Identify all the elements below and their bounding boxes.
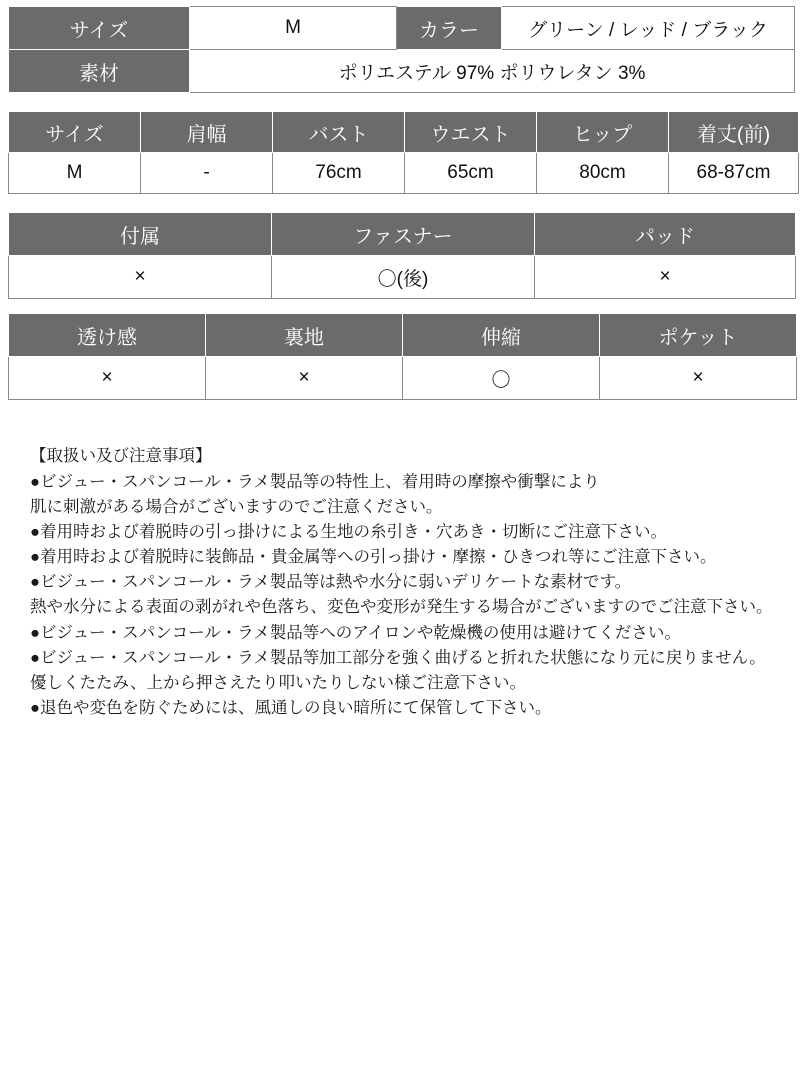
spec-color-value: グリーン / レッド / ブラック [502,7,795,50]
detail-header-sheerness: 透け感 [9,314,206,357]
spec-material-label: 素材 [9,50,190,93]
table-header-row [9,112,799,153]
table-row [9,7,795,50]
care-notes [8,444,792,721]
size-header-length: 着丈(前) [669,112,799,153]
spec-size-value: M [190,7,397,50]
detail-value-zipper: 〇(後) [272,256,535,299]
spec-color-label: カラー [397,7,502,50]
spec-table-body [9,7,795,93]
care-note-line: 肌に刺激がある場合がございますのでご注意ください。 [30,498,443,517]
table-header-row [9,213,796,256]
table-row [9,50,795,93]
table-row [9,256,796,299]
size-table-body [9,112,799,194]
care-note-line: ●ビジュー・スパンコール・ラメ製品等は熱や水分に弱いデリケートな素材です。 [30,573,632,592]
detail-header-stretch: 伸縮 [403,314,600,357]
care-note-line: 熱や水分による表面の剥がれや色落ち、変色や変形が発生する場合がございますのでご注意下さい。 [30,598,773,617]
detail-header-pad: パッド [535,213,796,256]
size-header-waist: ウエスト [405,112,537,153]
detail-header-pocket: ポケット [600,314,797,357]
care-note-line: ●着用時および着脱時の引っ掛けによる生地の糸引き・穴あき・切断にご注意下さい。 [30,523,667,542]
spec-material-value: ポリエステル 97% ポリウレタン 3% [190,50,795,93]
size-header-bust: バスト [273,112,405,153]
detail-header-attachment: 付属 [9,213,272,256]
care-note-line: ●着用時および着脱時に装飾品・貴金属等への引っ掛け・摩擦・ひきつれ等にご注意下さい。 [30,548,717,567]
care-notes-title: 【取扱い及び注意事項】 [30,447,212,465]
size-value-size: M [9,153,141,194]
spec-size-label: サイズ [9,7,190,50]
size-header-shoulder: 肩幅 [141,112,273,153]
table-header-row [9,314,797,357]
detail-table-2-body [9,314,797,400]
detail-table-properties [8,313,797,400]
spacer [8,299,792,313]
detail-header-zipper: ファスナー [272,213,535,256]
detail-value-attachment: × [9,256,272,299]
detail-header-lining: 裏地 [206,314,403,357]
size-value-shoulder: - [141,153,273,194]
detail-table-1-body [9,213,796,299]
size-table [8,111,799,194]
spec-table [8,6,795,93]
detail-value-lining: × [206,357,403,400]
care-note-line: ●退色や変色を防ぐためには、風通しの良い暗所にて保管して下さい。 [30,698,552,717]
detail-value-stretch: 〇 [403,357,600,400]
table-row [9,357,797,400]
table-row [9,153,799,194]
detail-value-pocket: × [600,357,797,400]
size-value-length: 68-87cm [669,153,799,194]
care-note-line: ●ビジュー・スパンコール・ラメ製品等加工部分を強く曲げると折れた状態になり元に戻りません。 [30,648,766,667]
spacer [8,194,792,212]
size-value-hip: 80cm [537,153,669,194]
size-value-waist: 65cm [405,153,537,194]
detail-value-pad: × [535,256,796,299]
care-note-line: ●ビジュー・スパンコール・ラメ製品等の特性上、着用時の摩擦や衝撃により [30,473,600,492]
care-note-line: ●ビジュー・スパンコール・ラメ製品等へのアイロンや乾燥機の使用は避けてください。 [30,623,681,642]
spacer [8,93,792,111]
size-header-hip: ヒップ [537,112,669,153]
detail-value-sheerness: × [9,357,206,400]
care-note-line: 優しくたたみ、上から押さえたり叩いたりしない様ご注意下さい。 [30,673,526,692]
size-value-bust: 76cm [273,153,405,194]
size-header-size: サイズ [9,112,141,153]
detail-table-attachments [8,212,796,299]
